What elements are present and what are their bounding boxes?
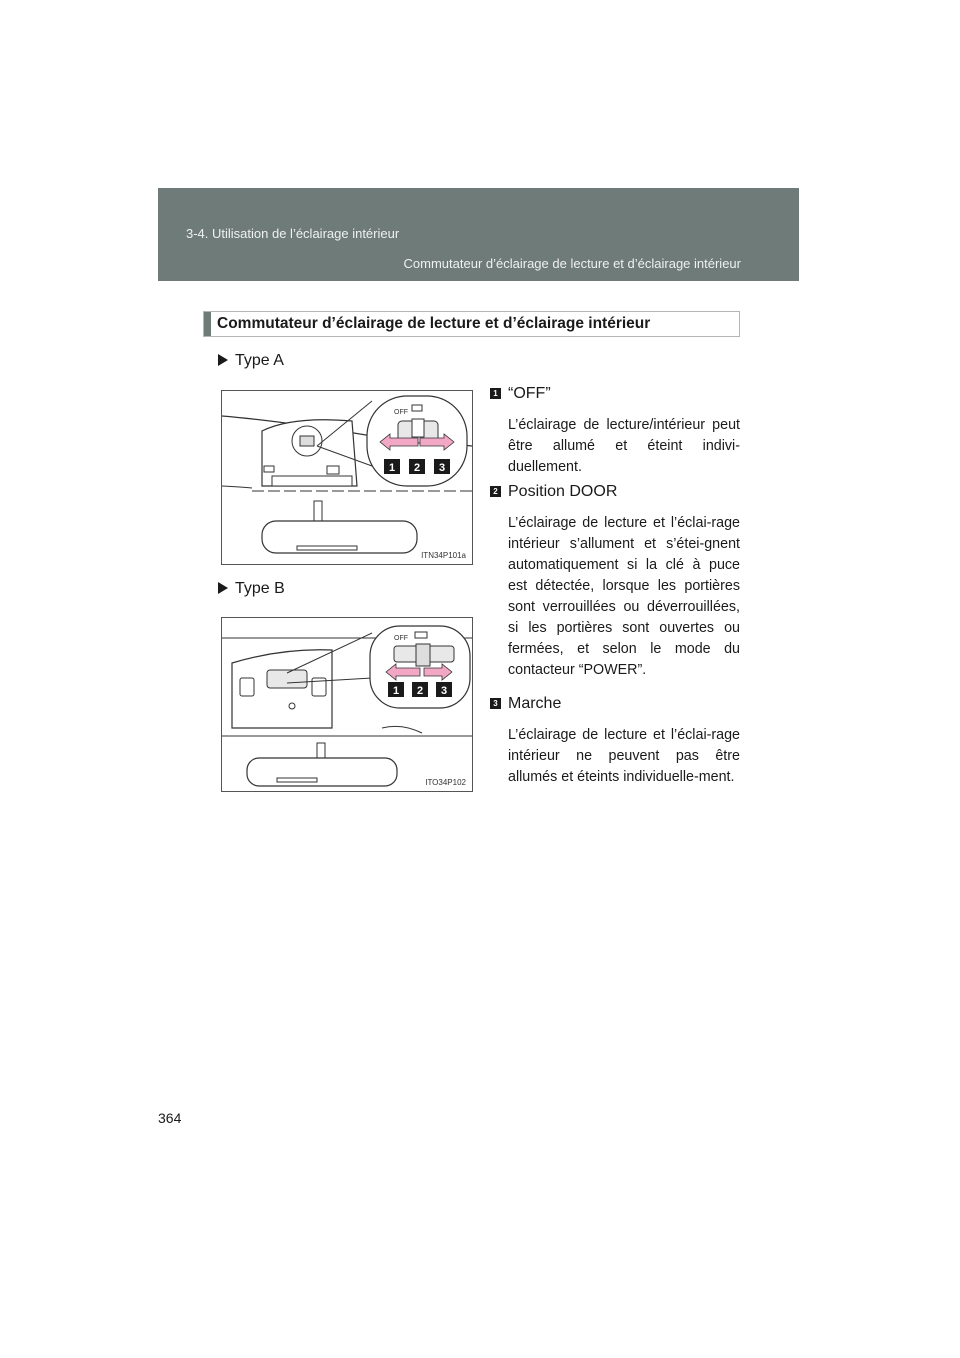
page-number: 364 xyxy=(158,1110,182,1126)
item-heading-text: Position DOOR xyxy=(508,483,618,500)
figure-type-b xyxy=(221,617,473,792)
item-description: L’éclairage de lecture et l’éclai-rage intérieur ne peuvent pas être allumés et éteints individuelle-ment. xyxy=(508,727,740,785)
callout-3: 3 xyxy=(440,685,448,697)
item-heading-text: Marche xyxy=(508,695,562,712)
callout-1: 1 xyxy=(392,685,400,697)
section-subtitle: Commutateur d’éclairage de lecture et d’éclairage intérieur xyxy=(403,256,741,271)
item-number-badge: 3 xyxy=(490,698,501,709)
type-b-label xyxy=(218,580,285,598)
item-heading xyxy=(490,385,740,403)
item-door xyxy=(490,483,740,681)
figure-type-a xyxy=(221,390,473,565)
item-heading-text: “OFF” xyxy=(508,385,551,402)
topic-title-bar xyxy=(203,311,740,337)
page-header xyxy=(158,188,799,281)
callout-2: 2 xyxy=(416,685,424,697)
type-a-label xyxy=(218,352,284,370)
type-a-text: Type A xyxy=(235,352,284,369)
callout-3: 3 xyxy=(438,462,446,474)
item-off xyxy=(490,385,740,478)
topic-title: Commutateur d’éclairage de lecture et d’éclairage intérieur xyxy=(217,315,651,332)
type-b-illustration xyxy=(222,618,472,791)
type-a-switch-label: OFF xyxy=(394,409,408,416)
triangle-bullet-icon xyxy=(218,354,228,366)
section-title: 3-4. Utilisation de l’éclairage intérieur xyxy=(186,226,400,241)
item-number-badge: 2 xyxy=(490,486,501,497)
type-b-text: Type B xyxy=(235,580,285,597)
callout-2: 2 xyxy=(413,462,421,474)
type-a-illustration xyxy=(222,391,472,564)
item-description: L’éclairage de lecture et l’éclai-rage intérieur s’allument et s’étei-gnent automatiquement si la clé à puce est détectée, lorsque les portières sont verrouillées ou déverrouillées, si les portières sont ouvertes ou fermées, et selon le mode du contacteur “POWER”. xyxy=(508,515,740,678)
item-description: L’éclairage de lecture/intérieur peut être allumé et éteint indivi-duellement. xyxy=(508,417,740,475)
item-number-badge: 1 xyxy=(490,388,501,399)
figure-code-a: ITN34P101a xyxy=(421,551,466,560)
type-b-switch-label: OFF xyxy=(394,635,408,642)
item-heading xyxy=(490,695,740,713)
callout-1: 1 xyxy=(388,462,396,474)
figure-code-b: ITO34P102 xyxy=(425,778,466,787)
item-heading xyxy=(490,483,740,501)
title-accent xyxy=(204,312,211,336)
item-marche xyxy=(490,695,740,788)
triangle-bullet-icon xyxy=(218,582,228,594)
